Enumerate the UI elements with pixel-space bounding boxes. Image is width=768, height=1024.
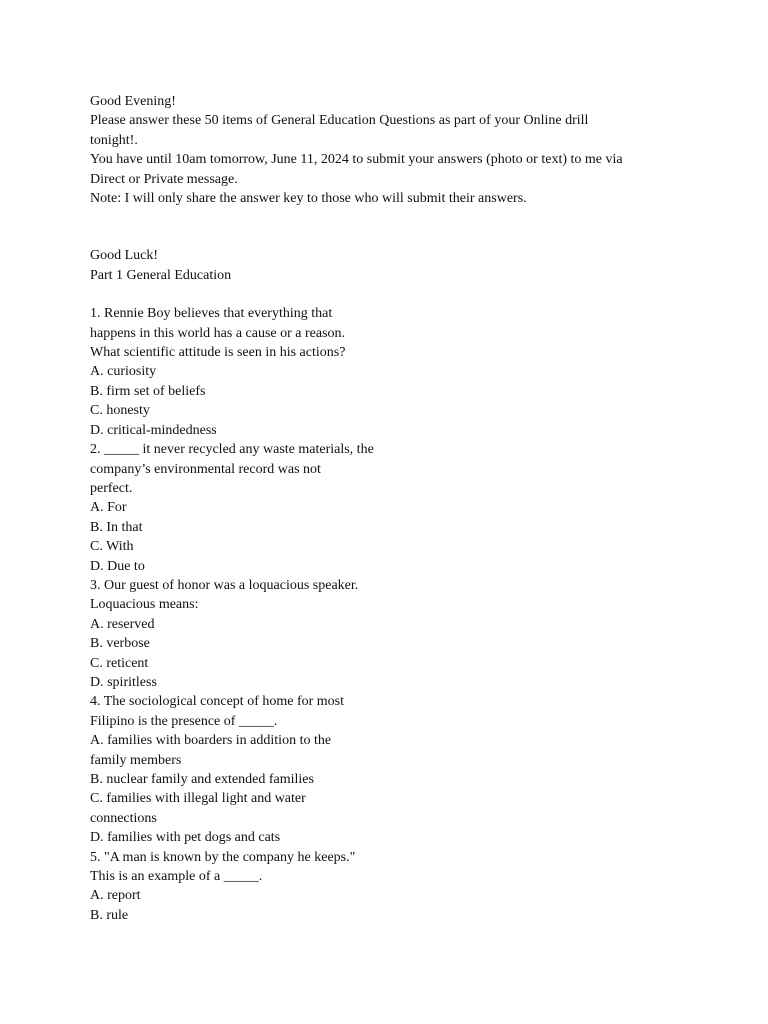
answer-choice: C. With [90, 539, 134, 555]
answer-choice: B. verbose [90, 636, 150, 652]
question-stem: Filipino is the presence of _____. [90, 713, 278, 729]
answer-choice: B. nuclear family and extended families [90, 772, 314, 787]
answer-choice: B. firm set of beliefs [90, 383, 206, 399]
answer-choice: C. reticent [90, 655, 149, 671]
question-stem: 2. _____ it never recycled any waste materials, the [90, 442, 374, 458]
answer-choice: connections [90, 810, 157, 826]
question-stem: company’s environmental record was not [90, 461, 321, 477]
question-4 [90, 692, 730, 847]
question-stem: 1. Rennie Boy believes that everything that [90, 306, 333, 322]
answer-choice: A. reserved [90, 616, 155, 632]
answer-choice: D. critical-mindedness [90, 422, 217, 438]
answer-choice: A. families with boarders in addition to the [90, 733, 332, 749]
intro-section [90, 92, 730, 208]
greeting-text: Good Evening! [90, 94, 176, 109]
question-stem: What scientific attitude is seen in his actions? [90, 345, 346, 361]
answer-choice: B. In that [90, 519, 143, 535]
spacer [90, 208, 730, 246]
spacer [90, 285, 730, 304]
question-2 [90, 440, 730, 576]
answer-choice: A. curiosity [90, 364, 157, 380]
question-stem: 3. Our guest of honor was a loquacious speaker. [90, 577, 359, 593]
document-page [90, 92, 730, 925]
answer-choice: D. Due to [90, 558, 145, 574]
question-3 [90, 576, 730, 692]
answer-choice: D. families with pet dogs and cats [90, 830, 281, 846]
question-1 [90, 304, 730, 440]
question-stem: perfect. [90, 480, 133, 496]
question-list [90, 304, 730, 925]
instruction-line-1: Please answer these 50 items of General Education Questions as part of your Online drill [90, 113, 589, 129]
answer-choice: B. rule [90, 907, 129, 923]
closing-section [90, 246, 730, 285]
part-heading: Part 1 General Education [90, 267, 232, 283]
answer-choice: A. report [90, 888, 141, 904]
answer-choice: D. spiritless [90, 674, 157, 690]
question-stem: happens in this world has a cause or a reason. [90, 325, 346, 341]
question-stem: 4. The sociological concept of home for most [90, 694, 345, 710]
answer-choice: A. For [90, 500, 127, 516]
question-stem: This is an example of a _____. [90, 869, 263, 885]
instruction-line-2: tonight!. [90, 132, 138, 148]
deadline-line-2: Direct or Private message. [90, 171, 238, 187]
answer-choice: C. honesty [90, 403, 150, 419]
good-luck-text: Good Luck! [90, 248, 159, 264]
question-stem: Loquacious means: [90, 597, 199, 613]
note-text: Note: I will only share the answer key to those who will submit their answers. [90, 191, 527, 207]
question-5 [90, 848, 730, 926]
answer-choice: family members [90, 752, 182, 768]
deadline-line-1: You have until 10am tomorrow, June 11, 2024 to submit your answers (photo or text) to me via [90, 152, 623, 168]
question-stem: 5. "A man is known by the company he keeps." [90, 849, 356, 865]
answer-choice: C. families with illegal light and water [90, 791, 306, 807]
